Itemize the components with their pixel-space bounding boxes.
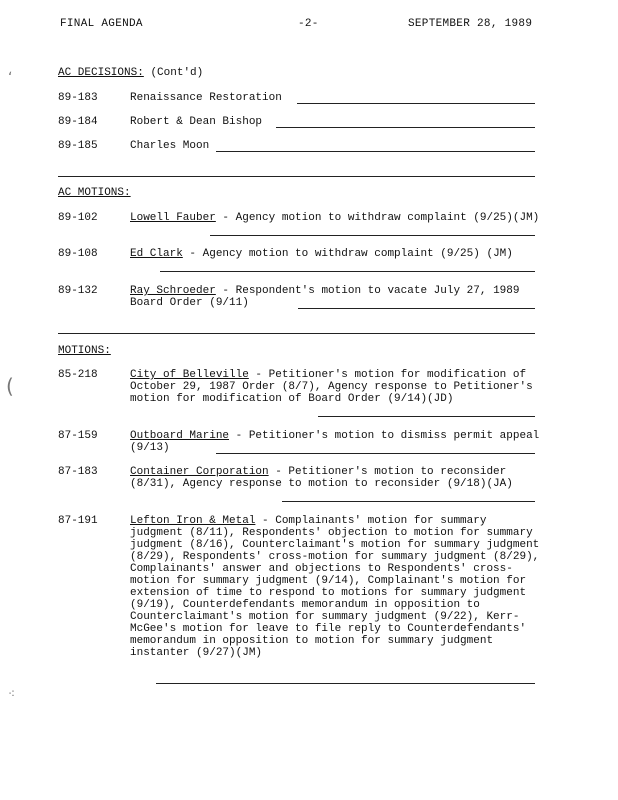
ac-decision-number: 89-184: [58, 116, 98, 128]
ac-decisions-title: AC DECISIONS:: [58, 67, 144, 79]
ac-motion-description: - Agency motion to withdraw complaint (9/25)(JM): [215, 212, 540, 224]
signature-line: [282, 501, 535, 502]
ac-motion-number: 89-102: [58, 212, 98, 224]
signature-line: [318, 416, 535, 417]
ac-motion-number: 89-132: [58, 285, 98, 297]
motion-entry: [130, 515, 540, 659]
header-date: SEPTEMBER 28, 1989: [408, 18, 533, 30]
signature-line: [156, 683, 535, 684]
ac-motion-description: - Agency motion to withdraw complaint (9/25) (JM): [182, 248, 513, 260]
ac-decision-number: 89-183: [58, 92, 98, 104]
header-left: FINAL AGENDA: [60, 18, 143, 30]
signature-line: [216, 151, 535, 152]
motion-description: - Petitioner's motion to dismiss permit appeal (9/13): [130, 430, 540, 454]
motion-number: 87-191: [58, 515, 98, 527]
motions-heading: [58, 345, 111, 357]
ac-decision-name: Charles Moon: [130, 140, 210, 152]
ac-decision-name: Robert & Dean Bishop: [130, 116, 263, 128]
ac-motion-description: - Respondent's motion to vacate July 27, 1989 Board Order (9/11): [130, 285, 520, 309]
motion-name: City of Belleville: [130, 369, 249, 381]
ac-motion-name: Lowell Fauber: [130, 212, 216, 224]
motion-entry: [130, 369, 540, 405]
ac-decisions-suffix: (Cont'd): [150, 67, 204, 79]
motion-number: 87-183: [58, 466, 98, 478]
motion-description: - Complainants' motion for summary judgment (8/11), Respondents' objection to motion for summary judgment (8/16), Counterclaimant's motion for summary judgment (8/29), Respondents' cross-motion for summary judgment (8/29), Complainants' answer and objections to Respondents' cross-motion for summary judgment (9/14), Complainant's motion for extension of time to respond to motions for summary judgment (9/19), Counterdefendants memorandum in opposition to Counterclaimant's motion for summary judgment (9/22), Kerr-McGee's motion for leave to file reply to Counterdefendants' memorandum in opposition to motion for summary judgment instanter (9/27)(JM): [130, 515, 540, 659]
motion-name: Container Corporation: [130, 466, 269, 478]
motion-entry: [130, 466, 540, 490]
motion-description: - Petitioner's motion to reconsider (8/31), Agency response to motion to reconsider (9/18)(JA): [130, 466, 513, 490]
motion-number: 85-218: [58, 369, 98, 381]
section-divider: [58, 176, 535, 177]
page-number: -2-: [298, 18, 319, 30]
motions-title: MOTIONS:: [58, 345, 111, 357]
ac-motion-name: Ray Schroeder: [130, 285, 216, 297]
motion-name: Lefton Iron & Metal: [130, 515, 256, 527]
ac-decision-number: 89-185: [58, 140, 98, 152]
signature-line: [210, 235, 535, 236]
motion-entry: [130, 430, 540, 454]
signature-line: [298, 308, 535, 309]
motion-number: 87-159: [58, 430, 98, 442]
ac-motion-number: 89-108: [58, 248, 98, 260]
ac-motion-name: Ed Clark: [130, 248, 183, 260]
motion-name: Outboard Marine: [130, 430, 230, 442]
section-divider: [58, 333, 535, 334]
margin-smudge-icon: ⁖: [8, 687, 16, 701]
ac-decisions-heading: [58, 67, 203, 79]
margin-bracket-icon: (: [6, 374, 14, 398]
ac-motion-entry: [130, 285, 540, 309]
margin-mark-icon: ʻ: [8, 70, 13, 86]
ac-motion-entry: [130, 212, 540, 224]
signature-line: [216, 453, 535, 454]
motion-description: - Petitioner's motion for modification of October 29, 1987 Order (8/7), Agency response to Petitioner's motion for modification of Board Order (9/14)(JD): [130, 369, 533, 405]
ac-motion-entry: [130, 248, 540, 260]
ac-motions-heading: [58, 187, 131, 199]
signature-line: [297, 103, 535, 104]
signature-line: [160, 271, 535, 272]
ac-motions-title: AC MOTIONS:: [58, 187, 131, 199]
ac-decision-name: Renaissance Restoration: [130, 92, 282, 104]
signature-line: [276, 127, 535, 128]
